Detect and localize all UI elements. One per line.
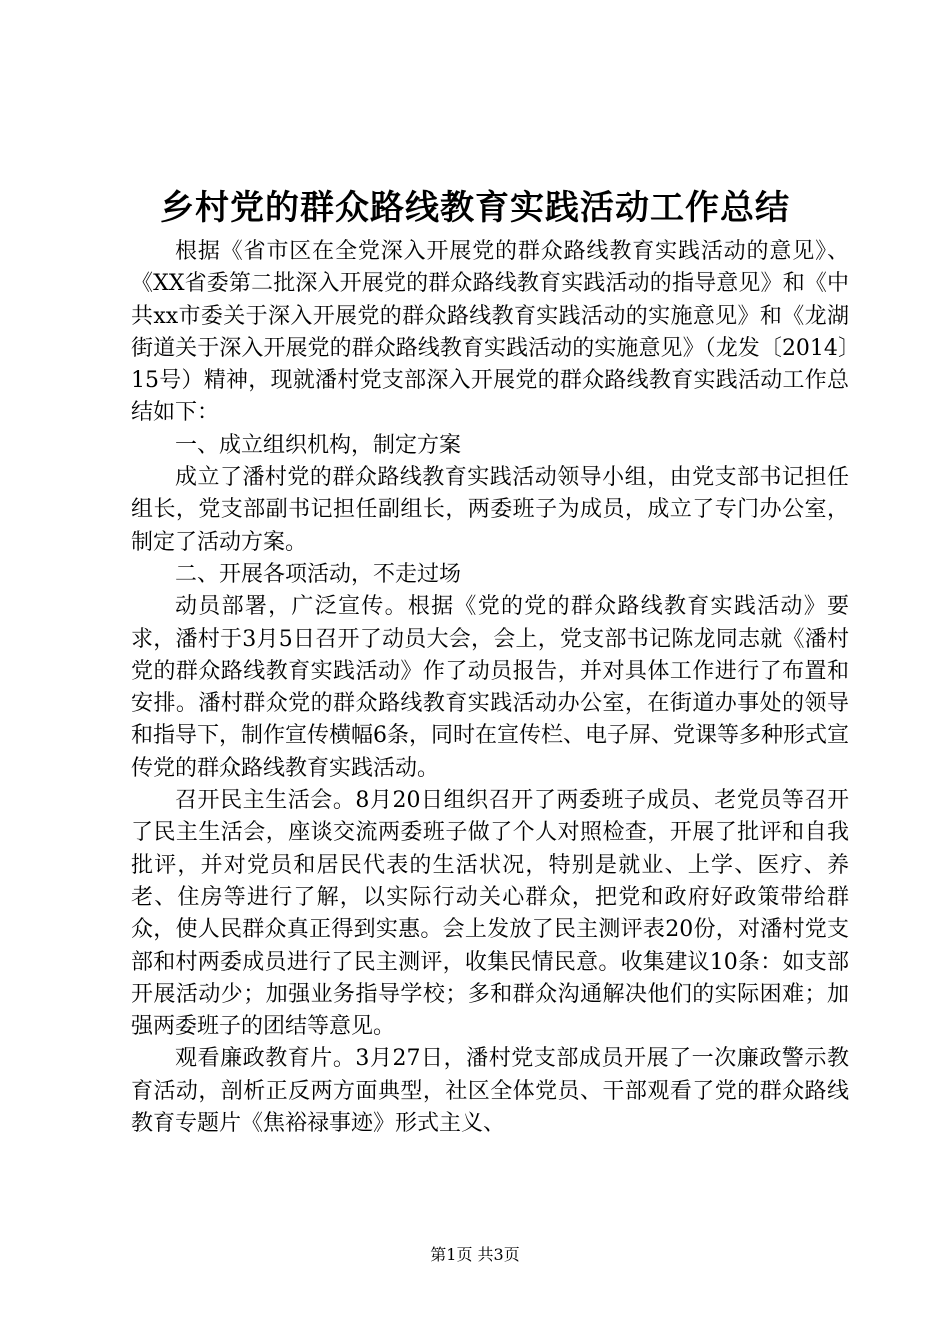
paragraph-mobilization: 动员部署，广泛宣传。根据《党的党的群众路线教育实践活动》要求，潘村于3月5日召开了动员大会，会上，党支部书记陈龙同志就《潘村党的群众路线教育实践活动》作了动员报告，并对具体工作进行了布置和安排。潘村群众党的群众路线教育实践活动办公室，在街道办事处的领导和指导下，制作宣传横幅6条，同时在宣传栏、电子屏、党课等多种形式宣传党的群众路线教育实践活动。 — [131, 594, 849, 781]
paragraph-organization: 成立了潘村党的群众路线教育实践活动领导小组，由党支部书记担任组长，党支部副书记担任副组长，两委班子为成员，成立了专门办公室，制定了活动方案。 — [131, 465, 849, 555]
paragraph-democratic-meeting: 召开民主生活会。8月20日组织召开了两委班子成员、老党员等召开了民主生活会，座谈交流两委班子做了个人对照检查，开展了批评和自我批评，并对党员和居民代表的生活状况，特别是就业、上学、医疗、养老、住房等进行了解，以实际行动关心群众，把党和政府好政策带给群众，使人民群众真正得到实惠。会上发放了民主测评表20份，对潘村党支部和村两委成员进行了民主测评，收集民情民意。收集建议10条：如支部开展活动少；加强业务指导学校；多和群众沟通解决他们的实际困难；加强两委班子的团结等意见。 — [131, 788, 849, 1040]
document-title: 乡村党的群众路线教育实践活动工作总结 — [160, 188, 790, 228]
page-number-footer: 第1页 共3页 — [430, 1245, 520, 1264]
section-heading-1: 一、成立组织机构，制定方案 — [175, 432, 462, 458]
paragraph-integrity-film: 观看廉政教育片。3月27日，潘村党支部成员开展了一次廉政警示教育活动，剖析正反两方面典型，社区全体党员、干部观看了党的群众路线教育专题片《焦裕禄事迹》形式主义、 — [131, 1046, 849, 1137]
paragraph-intro: 根据《省市区在全党深入开展党的群众路线教育实践活动的意见》、《XX省委第二批深入开展党的群众路线教育实践活动的指导意见》和《中共xx市委关于深入开展党的群众路线教育实践活动的实施意见》和《龙湖街道关于深入开展党的群众路线教育实践活动的实施意见》（龙发〔2014〕15号）精神，现就潘村党支部深入开展党的群众路线教育实践活动工作总结如下： — [131, 239, 849, 426]
document-body — [131, 236, 849, 1140]
section-heading-2: 二、开展各项活动，不走过场 — [175, 561, 462, 587]
